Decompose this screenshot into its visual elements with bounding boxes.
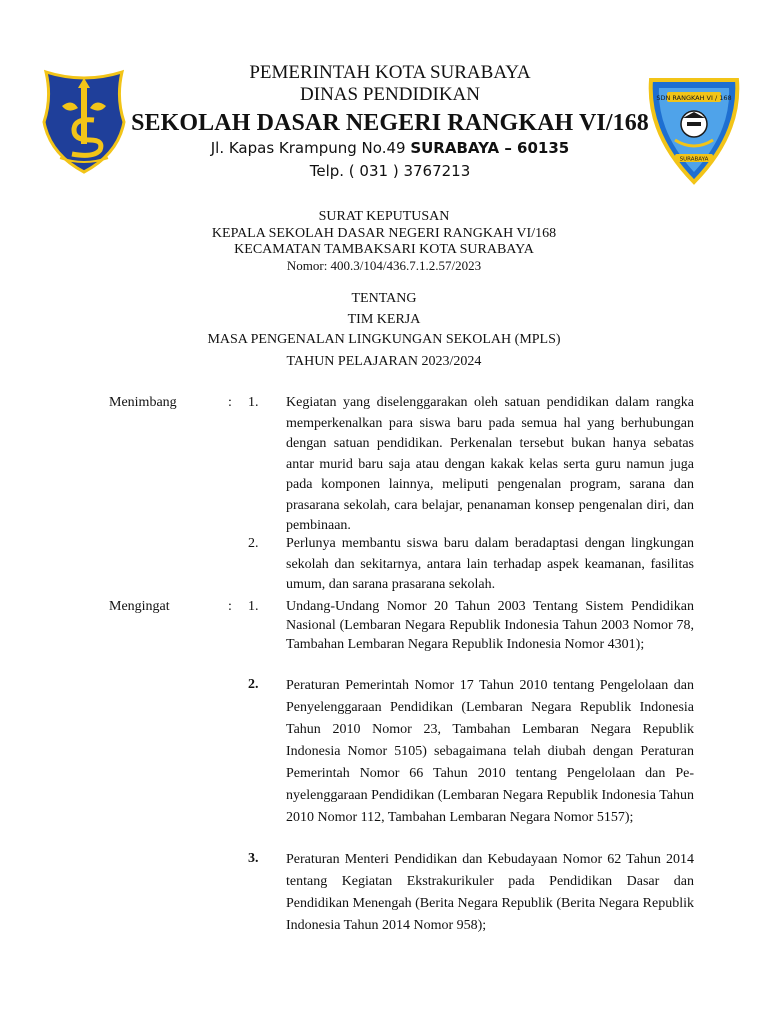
school-badge-icon — [645, 74, 743, 186]
decree-issuer: KEPALA SEKOLAH DASAR NEGERI RANGKAH VI/168 — [211, 226, 557, 241]
mengingat-item-text: Peraturan Menteri Pendidikan dan Kebudayaan Nomor 62 Tahun 2014 tentang Kegiatan Ekstrakurikuler pada Pendidikan Dasar dan Pendidikan Menengah (Berita Negara Republik (Berita Negara Republik Indonesia Tahun 2014 Nomor 958); — [286, 852, 694, 933]
address-street: Jl. Kapas Krampung No.49 — [210, 139, 406, 157]
subject-about: TENTANG — [351, 291, 417, 306]
svg-text:SDN RANGKAH VI / 168: SDN RANGKAH VI / 168 — [656, 94, 732, 102]
mengingat-label: Mengingat — [109, 599, 170, 614]
menimbang-label: Menimbang — [109, 395, 177, 410]
address-city: SURABAYA – 60135 — [410, 139, 570, 157]
menimbang-item-number: 1. — [248, 395, 259, 410]
menimbang-colon: : — [228, 395, 232, 410]
menimbang-item-number: 2. — [248, 536, 259, 551]
menimbang-item-text: Kegiatan yang diselenggarakan oleh satuan pendidikan dalam rangka memperkenalkan para siswa baru pada semua hal yang berhubungan dengan satuan pendidikan. Perkenalan tersebut bukan hanya sebatas antar murid baru saja atau dengan kakak kelas serta guru namun juga pada komponen lainnya, meliputi pengenalan program, sarana dan prasarana sekolah, cara belajar, penanaman konsep pengenalan diri, dan pembinaan. — [286, 395, 694, 533]
department-name: DINAS PENDIDIKAN — [300, 84, 480, 105]
school-address — [130, 139, 650, 157]
government-name: PEMERINTAH KOTA SURABAYA — [249, 62, 531, 83]
school-phone: Telp. ( 031 ) 3767213 — [309, 162, 471, 180]
subject-year: TAHUN PELAJARAN 2023/2024 — [286, 354, 482, 369]
subject-program: MASA PENGENALAN LINGKUNGAN SEKOLAH (MPLS) — [207, 332, 561, 347]
mengingat-item-number: 3. — [248, 851, 259, 866]
school-name: SEKOLAH DASAR NEGERI RANGKAH VI/168 — [131, 110, 649, 136]
mengingat-item-text: Undang-Undang Nomor 20 Tahun 2003 Tentang Sistem Pendidikan Nasional (Lembaran Negara Republik Indonesia Tahun 2003 Nomor 78, Tambahan Lembaran Negara Republik Indonesia Nomor 4301); — [286, 599, 694, 652]
menimbang-item-text: Perlunya membantu siswa baru dalam beradaptasi dengan lingkungan sekolah dan sekitarnya, antara lain terhadap aspek keamanan, fasilitas umum, dan sarana prasarana sekolah. — [286, 536, 694, 592]
mengingat-item-text: Peraturan Pemerintah Nomor 17 Tahun 2010 tentang Pengelolaan dan Penyelenggaraan Pendidikan (Lembaran Negara Republik Indonesia Tahun 2010 Nomor 23, Tambahan Lembaran Negara Republik Indonesia Nomor 5105) sebagaimana telah diubah dengan Peraturan Pemerintah Nomor 66 Tahun 2010 tentang Pengelolaan dan Pe- nyelenggaraan Pendidikan (Lembaran Negara Republik Indonesia Tahun 2010 Nomor 112, Tambahan Lembaran Negara Nomor 5157); — [286, 678, 694, 825]
decree-district: KECAMATAN TAMBAKSARI KOTA SURABAYA — [234, 242, 534, 257]
decree-type: SURAT KEPUTUSAN — [318, 209, 450, 224]
decree-number: Nomor: 400.3/104/436.7.1.2.57/2023 — [286, 258, 482, 273]
mengingat-colon: : — [228, 599, 232, 614]
subject-team: TIM KERJA — [347, 312, 421, 327]
mengingat-item-number: 1. — [248, 599, 259, 614]
svg-text:SURABAYA: SURABAYA — [679, 156, 709, 163]
surabaya-city-emblem-icon — [38, 68, 130, 176]
mengingat-item-number: 2. — [248, 677, 259, 692]
